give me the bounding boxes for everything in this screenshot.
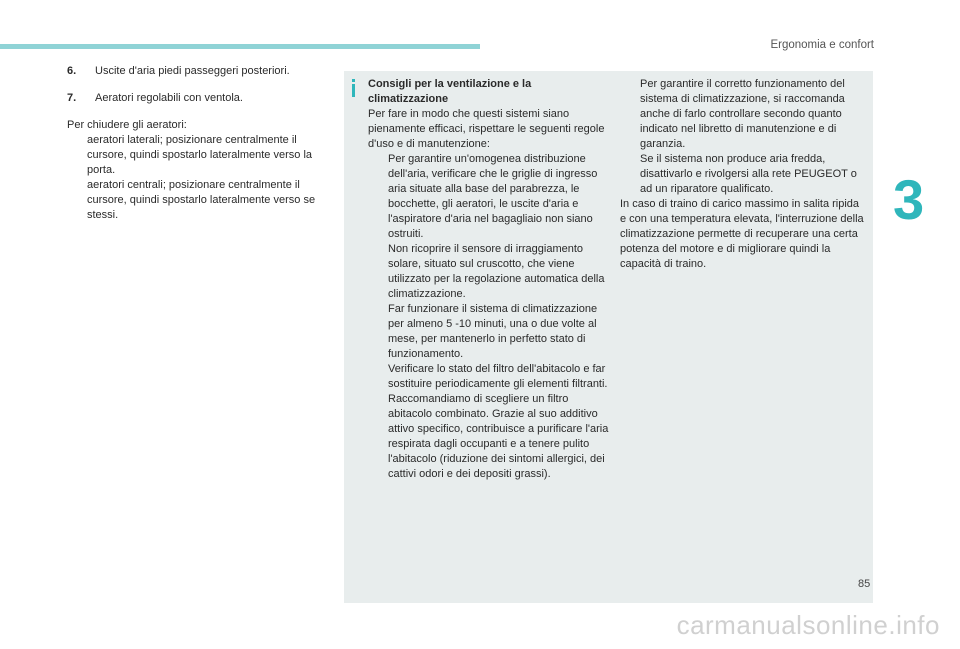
item-number: 7. [67, 92, 77, 104]
numbered-item [67, 64, 335, 79]
section-title: Ergonomia e confort [770, 39, 874, 51]
bullet-icon [67, 133, 87, 178]
info-box-column-2 [620, 77, 868, 272]
bullet-icon [67, 178, 87, 223]
list-item-text: Non ricoprire il sensore di irraggiamento solare, situato sul cruscotto, che viene utilizzato per la regolazione automatica della climatizzazione. [388, 243, 605, 300]
list-item-text: aeratori centrali; posizionare centralmente il cursore, quindi spostarlo lateralmente verso se stessi. [87, 179, 316, 221]
numbered-item [67, 91, 335, 106]
bullet-icon [368, 242, 388, 302]
info-box-closing: In caso di traino di carico massimo in salita ripida e con una temperatura elevata, l'interruzione della climatizzazione permette di recuperare una certa potenza del motore e di migliorare quindi la capacità di traino. [620, 198, 864, 270]
list-item [368, 242, 614, 302]
item-text: Uscite d'aria piedi passeggeri posteriori. [95, 65, 290, 77]
info-icon [352, 79, 355, 97]
bullet-icon [368, 362, 388, 482]
bullet-icon [620, 77, 640, 152]
item-text: Aeratori regolabili con ventola. [95, 92, 243, 104]
list-item-text: Per garantire il corretto funzionamento del sistema di climatizzazione, si raccomanda anche di farlo controllare secondo quanto indicato nel libretto di manutenzione e di garanzia. [640, 78, 845, 150]
list-item [620, 152, 868, 197]
list-item [368, 152, 614, 242]
list-item [67, 178, 335, 223]
list-item-text: aeratori laterali; posizionare centralmente il cursore, quindi spostarlo lateralmente verso la porta. [87, 134, 313, 176]
bullet-icon [620, 152, 640, 197]
info-box-intro: Per fare in modo che questi sistemi siano pienamente efficaci, rispettare le seguenti regole d'uso e di manutenzione: [368, 108, 605, 150]
list-item [368, 302, 614, 362]
list-item-text: Verificare lo stato del filtro dell'abitacolo e far sostituire periodicamente gli elementi filtranti. Raccomandiamo di scegliere un filtro abitacolo combinato. Grazie al suo additivo attivo specifico, contribuisce a purificare l'aria respirata dagli occupanti e a tenere pulito l'abitacolo (riduzione dei sintomi allergici, dei cattivi odori e dei depositi grassi). [388, 363, 609, 480]
close-vents-intro: Per chiudere gli aeratori: [67, 119, 187, 131]
watermark: carmanualsonline.info [676, 610, 940, 640]
list-item [67, 133, 335, 178]
page-number: 85 [858, 578, 871, 590]
bullet-icon [368, 152, 388, 242]
info-box-column-1 [368, 77, 614, 482]
list-item [368, 362, 614, 482]
header-accent-bar [0, 44, 480, 49]
list-item [620, 77, 868, 152]
list-item-text: Se il sistema non produce aria fredda, disattivarlo e rivolgersi alla rete PEUGEOT o ad un riparatore qualificato. [640, 153, 857, 195]
list-item-text: Per garantire un'omogenea distribuzione dell'aria, verificare che le griglie di ingresso aria situate alla base del parabrezza, le bocchette, gli aeratori, le uscite d'aria e l'aspiratore d'aria nel bagagliaio non siano ostruiti. [388, 153, 598, 240]
bullet-icon [368, 302, 388, 362]
info-box-title: Consigli per la ventilazione e la climatizzazione [368, 78, 532, 105]
item-number: 6. [67, 65, 77, 77]
left-column [67, 64, 335, 223]
list-item-text: Far funzionare il sistema di climatizzazione per almeno 5 -10 minuti, una o due volte al mese, per mantenerlo in perfetto stato di funzionamento. [388, 303, 598, 360]
chapter-number: 3 [893, 168, 925, 231]
